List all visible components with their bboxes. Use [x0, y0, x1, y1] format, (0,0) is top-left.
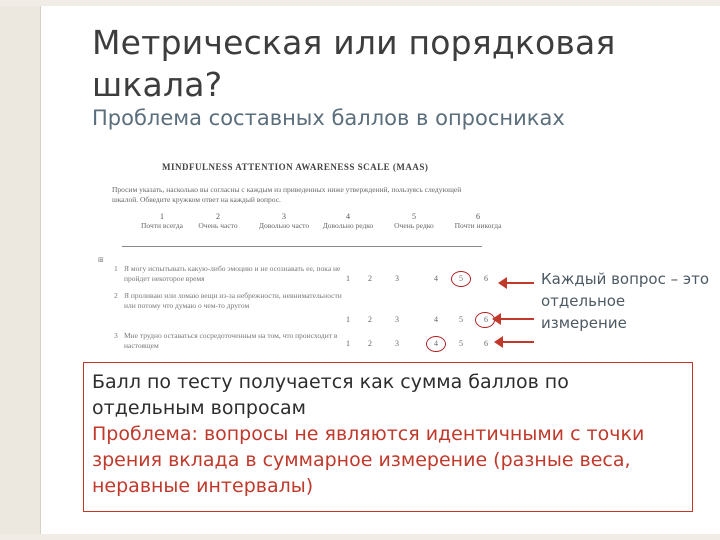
questionnaire-instructions: Просим указать, насколько вы согласны с каждым из приведенных ниже утверждений, пользуясь следующей шкалой. Обведите кружком ответ на каждый вопрос.: [112, 185, 462, 204]
circled-answer: [451, 271, 471, 287]
answer-option: 2: [368, 339, 372, 348]
problem-text: Проблема: вопросы не являются идентичными с точки зрения вклада в суммарное измерение (разные веса, неравные интервалы): [92, 423, 645, 497]
scale-option: 5 Очень редко: [394, 212, 434, 230]
question-number: 1: [114, 264, 118, 273]
question-number: 2: [114, 291, 118, 300]
answer-option: 4: [434, 274, 438, 283]
answer-option: 5: [459, 274, 463, 283]
slide-title: Метрическая или порядковая шкала?: [92, 23, 616, 104]
scale-option: 2 Очень часто: [198, 212, 238, 230]
answer-option: 5: [459, 339, 463, 348]
conclusion-text: Балл по тесту получается как сумма баллов по отдельным вопросам: [92, 371, 569, 419]
scale-option: 6 Почти никогда: [454, 212, 502, 230]
answer-option: 6: [484, 315, 488, 324]
circled-answer: [426, 336, 446, 352]
answer-option: 1: [346, 315, 350, 324]
scale-option: 1 Почти всегда: [140, 212, 183, 230]
slide-top-border: [0, 0, 720, 6]
slide-bottom-border: [0, 534, 720, 540]
question-text: Я проливаю или ломаю вещи из-за небрежности, невнимательности или потому что думаю о чем-то другом: [124, 291, 342, 310]
scale-option: 4 Довольно редко: [322, 212, 374, 230]
conclusion-box: [83, 362, 693, 512]
slide-subtitle: Проблема составных баллов в опросниках: [92, 106, 565, 130]
answer-option: 3: [395, 274, 399, 283]
question-number: 3: [114, 331, 118, 340]
answer-option: 6: [484, 274, 488, 283]
answer-option: 4: [434, 339, 438, 348]
answer-option: 6: [484, 339, 488, 348]
questionnaire-title: MINDFULNESS ATTENTION AWARENESS SCALE (MAAS): [162, 162, 429, 172]
slide-left-border: [0, 0, 40, 540]
scale-legend: [134, 212, 502, 246]
questionnaire-image: [92, 150, 512, 360]
arrow-icon: [502, 341, 534, 343]
answer-option: 1: [346, 339, 350, 348]
scale-option: 3 Довольно часто: [258, 212, 310, 230]
answer-option: 2: [368, 274, 372, 283]
answer-option: 1: [346, 274, 350, 283]
arrow-icon: [500, 318, 534, 320]
answer-option: 3: [395, 315, 399, 324]
question-text: Я могу испытывать какую-либо эмоцию и не осознавать ее, пока не пройдет некоторое время: [124, 264, 341, 283]
answer-option: 3: [395, 339, 399, 348]
divider: [122, 246, 482, 247]
answer-option: 5: [459, 315, 463, 324]
margin-mark: ⊞: [98, 256, 104, 264]
answer-option: 2: [368, 315, 372, 324]
arrow-icon: [506, 282, 534, 284]
annotation-note: Каждый вопрос – это отдельное измерение: [541, 270, 710, 332]
question-text: Мне трудно оставаться сосредоточенным на том, что происходит в настоящем: [124, 331, 338, 350]
answer-option: 4: [434, 315, 438, 324]
